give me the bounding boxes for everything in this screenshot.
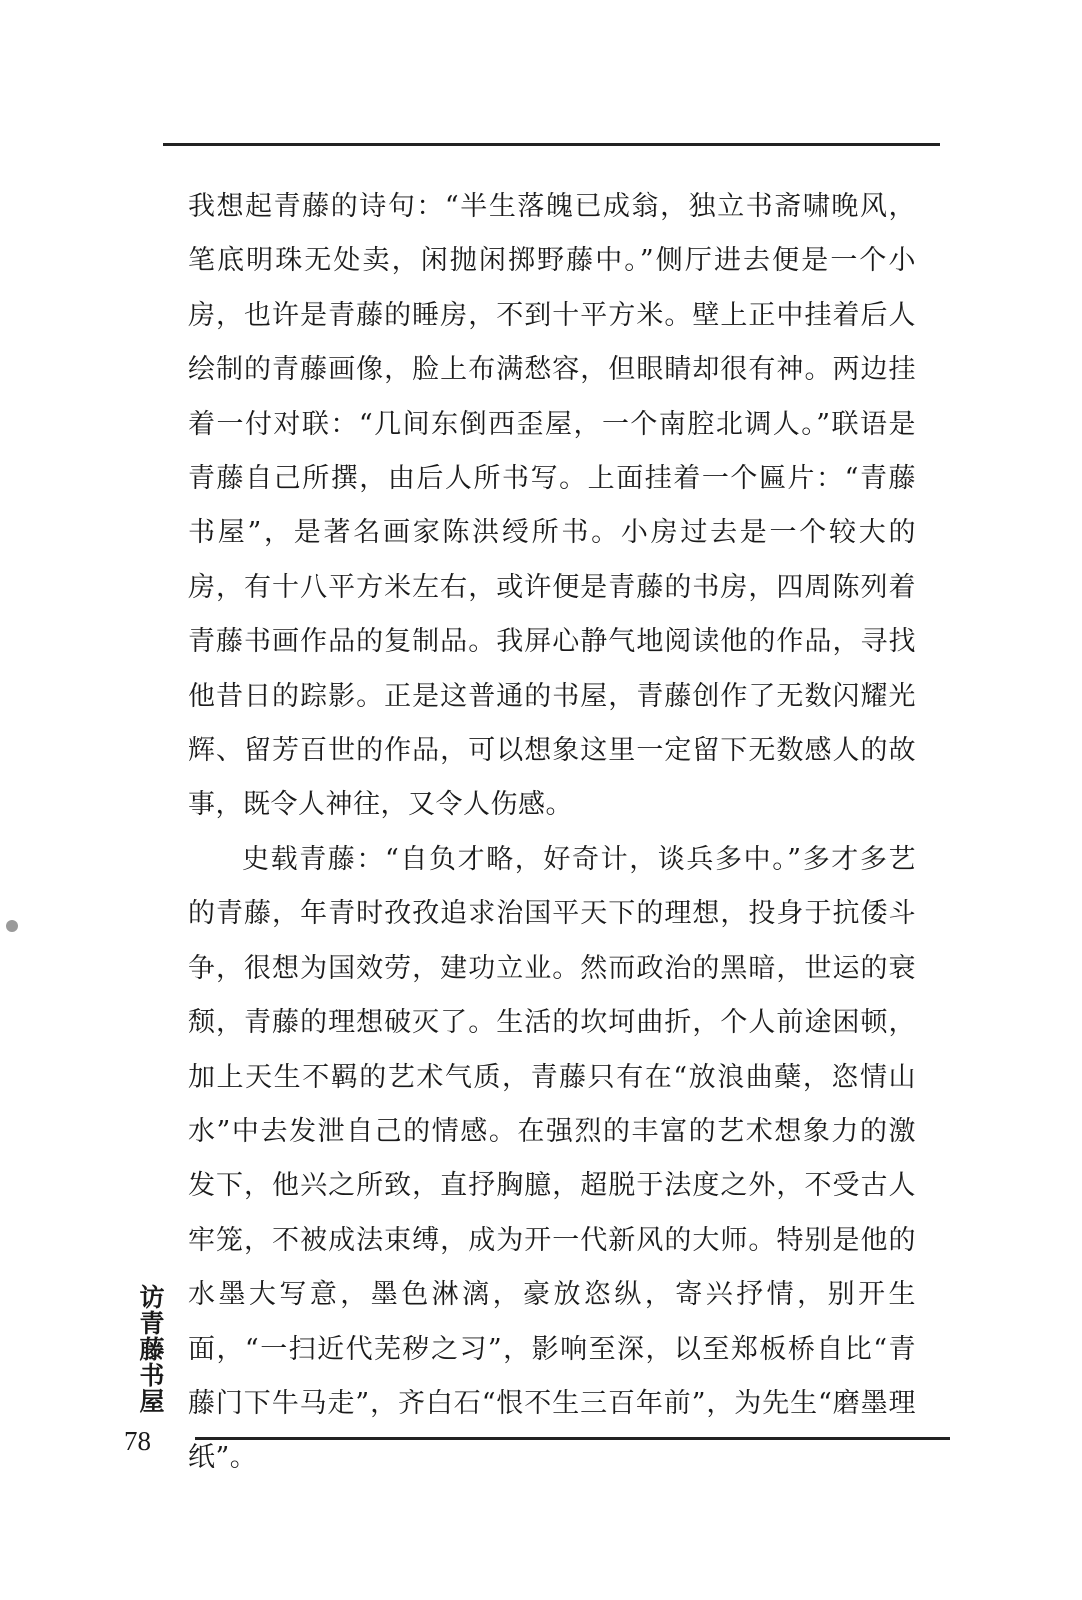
scan-speck xyxy=(6,920,18,932)
running-title: 访青藤书屋 xyxy=(136,1284,165,1414)
top-rule xyxy=(163,143,940,146)
paragraph-1: 我想起青藤的诗句：“半生落魄已成翁，独立书斋啸晚风，笔底明珠无处卖，闲抛闲掷野藤中。”侧厅进去便是一个小房，也许是青藤的睡房，不到十平方米。壁上正中挂着后人绘制的青藤画像，脸上布满愁容，但眼睛却很有神。两边挂着一付对联：“几间东倒西歪屋，一个南腔北调人。”联语是青藤自己所撰，由后人所书写。上面挂着一个匾片：“青藤书屋”，是著名画家陈洪绶所书。小房过去是一个较大的房，有十八平方米左右，或许便是青藤的书房，四周陈列着青藤书画作品的复制品。我屏心静气地阅读他的作品，寻找他昔日的踪影。正是这普通的书屋，青藤创作了无数闪耀光辉、留芳百世的作品，可以想象这里一定留下无数感人的故事，既令人神往，又令人伤感。 xyxy=(188,191,916,821)
bottom-rule xyxy=(195,1437,950,1440)
body-text xyxy=(188,180,916,1486)
paragraph-2: 史载青藤：“自负才略，好奇计，谈兵多中。”多才多艺的青藤，年青时孜孜追求治国平天下的理想，投身于抗倭斗争，很想为国效劳，建功立业。然而政治的黑暗，世运的衰颓，青藤的理想破灭了。生活的坎坷曲折，个人前途困顿，加上天生不羁的艺术气质，青藤只有在“放浪曲蘖，恣情山水”中去发泄自己的情感。在强烈的丰富的艺术想象力的激发下，他兴之所致，直抒胸臆，超脱于法度之外，不受古人牢笼，不被成法束缚，成为开一代新风的大师。特别是他的水墨大写意，墨色淋漓，豪放恣纵，寄兴抒情，别开生面，“一扫近代芜秽之习”，影响至深，以至郑板桥自比“青藤门下牛马走”，齐白石“恨不生三百年前”，为先生“磨墨理纸”。 xyxy=(188,843,916,1474)
page-number: 78 xyxy=(124,1426,151,1456)
